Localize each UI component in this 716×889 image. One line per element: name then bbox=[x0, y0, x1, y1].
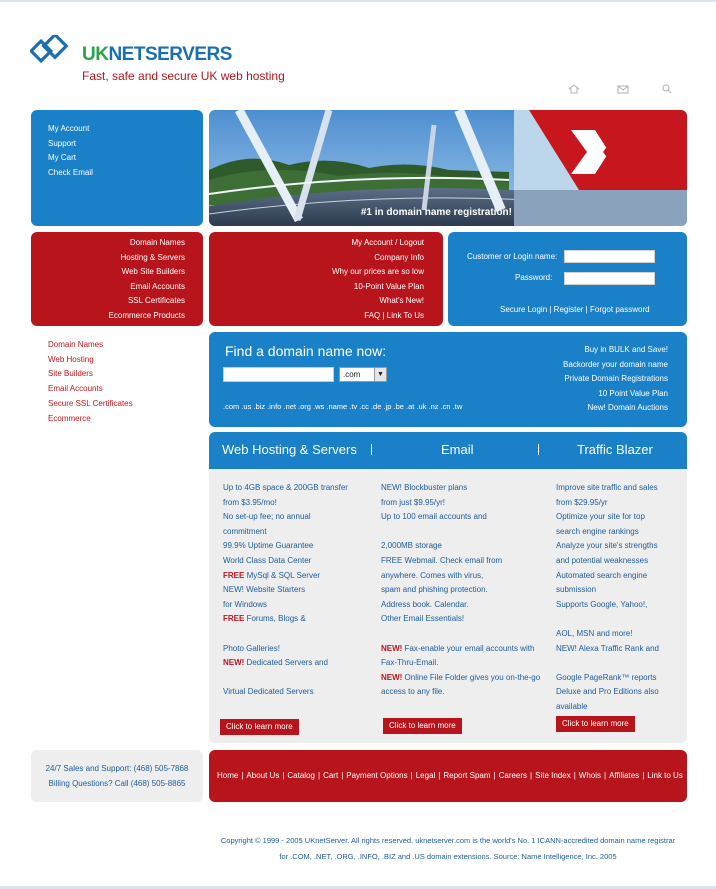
home-icon[interactable] bbox=[568, 84, 580, 94]
tab-traffic-blazer[interactable]: Traffic Blazer bbox=[577, 442, 653, 457]
header-divider bbox=[538, 444, 539, 455]
customer-label: Customer or Login name: bbox=[467, 252, 558, 261]
nav-separator: | bbox=[573, 771, 576, 780]
footer-link-affiliates[interactable]: Affiliates bbox=[609, 771, 640, 780]
feature-line: FREE Forums, Blogs & bbox=[223, 614, 306, 624]
domain-link-private[interactable]: Private Domain Registrations bbox=[564, 374, 668, 384]
nav-separator: | bbox=[530, 771, 533, 780]
nav-separator: | bbox=[438, 771, 441, 780]
chevron-down-icon: ▼ bbox=[374, 368, 386, 381]
footer-link-site-index[interactable]: Site Index bbox=[535, 771, 571, 780]
feature-line: access to any file. bbox=[381, 687, 445, 697]
account-link-check-email[interactable]: Check Email bbox=[48, 167, 93, 177]
tld-select-value: .com bbox=[343, 370, 361, 379]
info-menu bbox=[209, 232, 443, 326]
feature-line: Google PageRank™ reports bbox=[556, 672, 657, 682]
side-link-web-hosting[interactable]: Web Hosting bbox=[48, 354, 94, 364]
feature-line: FREE Webmail. Check email from bbox=[381, 555, 503, 565]
nav-separator: | bbox=[642, 771, 645, 780]
footer-link-report-spam[interactable]: Report Spam bbox=[443, 771, 491, 780]
feature-line: Virtual Dedicated Servers bbox=[223, 687, 314, 697]
services-panel bbox=[209, 432, 687, 743]
feature-line: from $29.95/yr bbox=[556, 497, 608, 507]
copyright bbox=[209, 833, 687, 865]
copyright-line-1: Copyright © 1999 - 2005 UKnetServer. All rights reserved. uknetserver.com is the world's No. 1 ICANN-accredited domain name registrar bbox=[220, 836, 676, 845]
info-link-my-account-logout[interactable]: My Account / Logout bbox=[351, 238, 424, 247]
feature-line: FREE MySql & SQL Server bbox=[223, 570, 321, 580]
domain-link-auctions[interactable]: New! Domain Auctions bbox=[587, 403, 668, 413]
customer-input[interactable] bbox=[564, 250, 655, 263]
feature-line: NEW! Online File Folder gives you on-the-go bbox=[381, 672, 541, 682]
feature-line: Analyze your site's strengths bbox=[556, 541, 658, 551]
password-input[interactable] bbox=[564, 272, 655, 285]
tab-web-hosting[interactable]: Web Hosting & Servers bbox=[222, 442, 357, 457]
hero-banner[interactable] bbox=[209, 110, 687, 226]
services-header bbox=[209, 432, 687, 469]
footer-link-link-to-us[interactable]: Link to Us bbox=[647, 771, 683, 780]
side-link-ssl-certificates[interactable]: Secure SSL Certificates bbox=[48, 398, 133, 408]
mail-icon[interactable] bbox=[617, 84, 629, 94]
info-link-prices[interactable]: Why our prices are so low bbox=[331, 267, 424, 276]
account-link-support[interactable]: Support bbox=[48, 138, 77, 148]
domain-search-panel bbox=[209, 332, 687, 427]
account-link-my-account[interactable]: My Account bbox=[48, 124, 90, 133]
info-link-value-plan[interactable]: 10-Point Value Plan bbox=[353, 281, 424, 291]
nav-separator: | bbox=[410, 771, 413, 780]
footer-link-careers[interactable]: Careers bbox=[498, 771, 528, 780]
feature-highlight: NEW! bbox=[381, 672, 403, 682]
footer-link-cart[interactable]: Cart bbox=[323, 771, 339, 780]
search-icon[interactable] bbox=[661, 84, 673, 94]
domain-links bbox=[563, 343, 668, 416]
feature-line: NEW! Alexa Traffic Rank and bbox=[556, 643, 660, 653]
feature-line: submission bbox=[556, 585, 597, 595]
nav-separator: | bbox=[341, 771, 344, 780]
feature-line: Up to 4GB space & 200GB transfer bbox=[223, 483, 348, 492]
login-links[interactable]: Secure Login | Register | Forgot password bbox=[500, 305, 650, 314]
footer-link-about-us[interactable]: About Us bbox=[246, 771, 280, 780]
header-divider bbox=[371, 444, 372, 455]
feature-line: and potential weaknesses bbox=[556, 555, 649, 565]
feature-line bbox=[223, 671, 348, 686]
category-link-ecommerce[interactable]: Ecommerce Products bbox=[108, 310, 185, 320]
domain-link-value-plan[interactable]: 10 Point Value Plan bbox=[598, 388, 668, 398]
footer-link-whois[interactable]: Whois bbox=[578, 771, 602, 780]
category-menu bbox=[31, 232, 203, 326]
side-link-site-builders[interactable]: Site Builders bbox=[48, 369, 93, 379]
domain-link-backorder[interactable]: Backorder your domain name bbox=[563, 359, 668, 369]
feature-line: AOL, MSN and more! bbox=[556, 628, 633, 638]
feature-line: NEW! Fax-enable your email accounts with bbox=[381, 643, 535, 653]
feature-line: for Windows bbox=[223, 599, 268, 609]
side-link-domain-names[interactable]: Domain Names bbox=[48, 340, 104, 349]
footer-link-legal[interactable]: Legal bbox=[415, 771, 436, 780]
info-link-faq[interactable]: FAQ | Link To Us bbox=[364, 310, 424, 320]
tab-email[interactable]: Email bbox=[441, 442, 474, 457]
info-link-whats-new[interactable]: What's New! bbox=[379, 296, 424, 305]
nav-separator: | bbox=[241, 771, 244, 780]
footer-link-payment-options[interactable]: Payment Options bbox=[346, 771, 408, 780]
feature-line: Improve site traffic and sales bbox=[556, 483, 658, 492]
category-link-site-builders[interactable]: Web Site Builders bbox=[121, 267, 185, 276]
feature-highlight: FREE bbox=[223, 614, 245, 624]
category-link-email-accounts[interactable]: Email Accounts bbox=[130, 281, 185, 291]
tld-select[interactable] bbox=[339, 367, 387, 382]
learn-more-button-hosting[interactable]: Click to learn more bbox=[220, 719, 299, 735]
nav-separator: | bbox=[317, 771, 321, 780]
feature-line: anywhere. Comes with virus, bbox=[381, 570, 484, 580]
side-links bbox=[48, 338, 133, 426]
feature-line bbox=[556, 656, 659, 671]
tld-list: .com .us .biz .info .net .org .ws .name .tv .cc .de .jp .be .at .uk .nz .cn .tw bbox=[223, 402, 463, 411]
domain-search-input[interactable] bbox=[223, 367, 334, 382]
password-label: Password: bbox=[515, 273, 553, 282]
feature-line: NEW! Dedicated Servers and bbox=[223, 658, 328, 668]
footer-link-home[interactable]: Home bbox=[217, 771, 239, 780]
info-link-company-info[interactable]: Company Info bbox=[374, 252, 424, 262]
copyright-line-2: for .COM, .NET, .ORG, .INFO, .BIZ and .US domain extensions. Source: Name Intelligence, Inc. 2005 bbox=[279, 852, 617, 861]
login-panel bbox=[448, 232, 687, 326]
feature-line: from $3.95/mo! bbox=[223, 497, 277, 507]
feature-line: spam and phishing protection. bbox=[381, 585, 488, 595]
feature-line: Optimize your site for top bbox=[556, 512, 645, 522]
traffic-features bbox=[556, 481, 659, 715]
feature-line: search engine rankings bbox=[556, 526, 639, 536]
feature-line: commitment bbox=[223, 526, 267, 536]
support-box bbox=[31, 750, 203, 802]
nav-separator: | bbox=[493, 771, 496, 780]
feature-line: Photo Galleries! bbox=[223, 643, 280, 653]
feature-line bbox=[223, 627, 348, 642]
nav-separator: | bbox=[282, 771, 285, 780]
account-link-my-cart[interactable]: My Cart bbox=[48, 153, 76, 162]
brand-logo-text[interactable]: UKNETSERVERS bbox=[82, 44, 232, 65]
feature-line: World Class Data Center bbox=[223, 555, 312, 565]
feature-line: Supports Google, Yahoo!, bbox=[556, 599, 648, 609]
feature-line bbox=[381, 627, 540, 642]
feature-line: Fax-Thru-Email. bbox=[381, 658, 439, 668]
domain-link-bulk[interactable]: Buy in BULK and Save! bbox=[584, 345, 668, 354]
side-link-email-accounts[interactable]: Email Accounts bbox=[48, 384, 103, 394]
billing-phone: Billing Questions? Call (468) 505-8865 bbox=[48, 778, 186, 788]
feature-line bbox=[381, 525, 540, 540]
feature-line: Deluxe and Pro Editions also bbox=[556, 687, 659, 697]
feature-line bbox=[556, 612, 659, 627]
domain-search-title: Find a domain name now: bbox=[225, 343, 387, 359]
category-link-hosting-servers[interactable]: Hosting & Servers bbox=[120, 252, 185, 262]
category-link-ssl-certificates[interactable]: SSL Certificates bbox=[127, 296, 185, 305]
feature-line: No set-up fee; no annual bbox=[223, 512, 311, 522]
hosting-features bbox=[223, 481, 348, 700]
learn-more-button-traffic[interactable]: Click to learn more bbox=[556, 716, 635, 732]
footer-link-catalog[interactable]: Catalog bbox=[287, 771, 315, 780]
category-link-domain-names[interactable]: Domain Names bbox=[129, 238, 185, 247]
feature-line: NEW! Blockbuster plans bbox=[381, 483, 468, 492]
side-link-ecommerce[interactable]: Ecommerce bbox=[48, 413, 91, 423]
brand-tagline: Fast, safe and secure UK web hosting bbox=[82, 69, 285, 83]
footer-nav bbox=[209, 750, 687, 802]
top-border bbox=[0, 0, 716, 2]
support-phone: 24/7 Sales and Support: (468) 505-7868 bbox=[45, 764, 189, 773]
feature-line: Automated search engine bbox=[556, 570, 648, 580]
feature-highlight: NEW! bbox=[223, 658, 245, 668]
feature-line: available bbox=[556, 701, 588, 711]
feature-line: Up to 100 email accounts and bbox=[381, 512, 487, 522]
feature-line: Other Email Essentials! bbox=[381, 614, 465, 624]
account-menu bbox=[31, 110, 203, 226]
email-features bbox=[381, 481, 540, 700]
feature-line: from just $9.95/yr! bbox=[381, 497, 446, 507]
feature-line: Address book. Calendar. bbox=[381, 599, 469, 609]
feature-line: 99.9% Uptime Guarantee bbox=[223, 541, 314, 551]
feature-highlight: FREE bbox=[223, 570, 245, 580]
nav-separator: | bbox=[604, 771, 607, 780]
feature-line: 2,000MB storage bbox=[381, 541, 442, 551]
learn-more-button-email[interactable]: Click to learn more bbox=[383, 718, 462, 734]
hero-caption: #1 in domain name registration! bbox=[360, 207, 512, 218]
logo-icon bbox=[30, 35, 72, 67]
feature-line: NEW! Website Starters bbox=[223, 585, 306, 595]
feature-highlight: NEW! bbox=[381, 643, 403, 653]
